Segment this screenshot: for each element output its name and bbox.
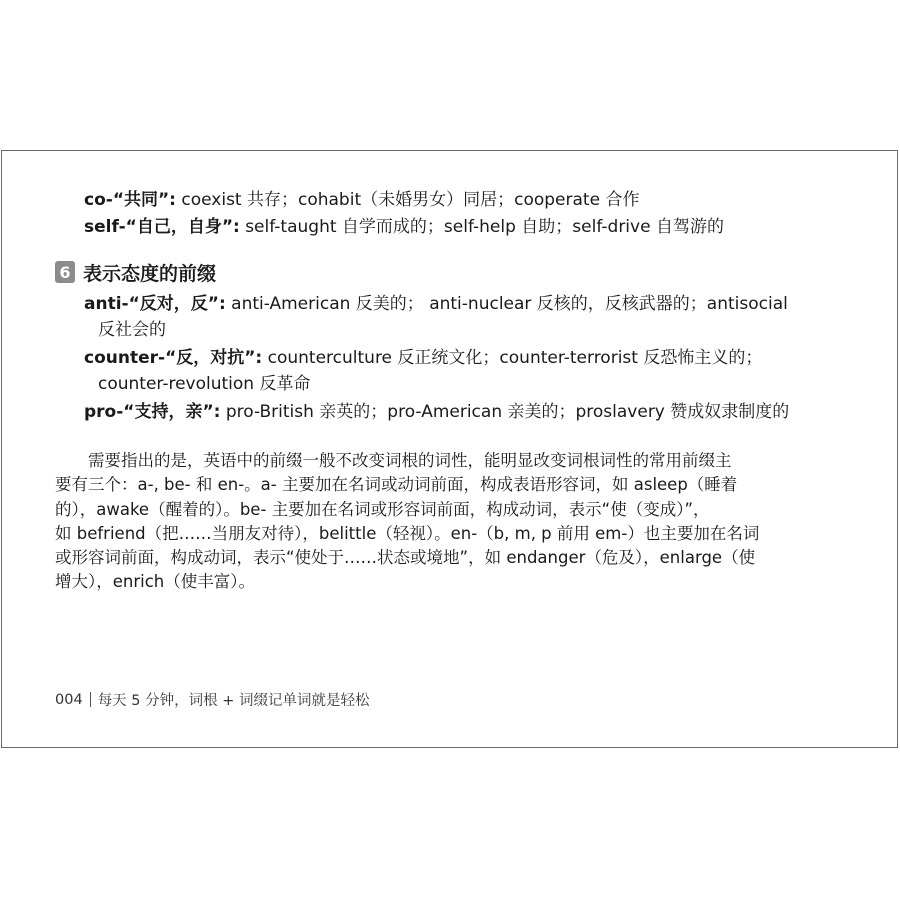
prefix-examples: pro-British 亲英的；pro-American 亲美的；proslavery 赞成奴隶制度的 [225, 402, 790, 422]
prefix-entry-pro [84, 399, 814, 425]
prefix-examples: coexist 共存；cohabit（未婚男女）同居；cooperate 合作 [181, 190, 640, 210]
explanation-paragraph [55, 449, 810, 595]
paragraph-line: 要有三个：a-, be- 和 en-。a- 主要加在名词或动词前面，构成表语形容词，如 asleep（睡着 [55, 475, 738, 495]
prefix-entry-co [84, 187, 814, 213]
prefix-term: anti- [84, 294, 129, 314]
prefix-term: co- [84, 190, 113, 210]
book-page [1, 150, 898, 748]
prefix-term: pro- [84, 402, 124, 422]
book-title: 每天 5 分钟，词根 + 词缀记单词就是轻松 [97, 693, 370, 709]
prefix-entry-anti [84, 291, 814, 343]
prefix-examples-continued: 反社会的 [98, 320, 166, 340]
prefix-entry-self [84, 214, 814, 240]
prefix-gloss: “共同”: [112, 190, 176, 210]
prefix-gloss: “支持，亲”: [123, 402, 221, 422]
paragraph-line: 或形容词前面，构成动词，表示“使处于……状态或境地”，如 endanger（危及），enlarge（使 [55, 548, 756, 568]
prefix-examples: self-taught 自学而成的；self-help 自助；self-drive 自驾游的 [245, 217, 724, 237]
prefix-examples: counterculture 反正统文化；counter-terrorist 反恐怖主义的； [267, 348, 763, 368]
prefix-term: counter- [84, 348, 166, 368]
paragraph-line: 如 befriend（把……当朋友对待），belittle（轻视）。en-（b, m, p 前用 em-）也主要加在名词 [55, 523, 760, 543]
prefix-gloss: “反，对抗”: [165, 348, 263, 368]
section-heading [55, 259, 216, 285]
page-footer [55, 689, 370, 710]
section-number-badge: 6 [55, 261, 75, 283]
prefix-examples-continued: counter-revolution 反革命 [98, 374, 311, 394]
page-number: 004 [55, 691, 83, 708]
prefix-gloss: “自己，自身”: [125, 217, 240, 237]
footer-divider [90, 692, 91, 707]
prefix-gloss: “反对，反”: [128, 294, 226, 314]
prefix-entry-counter [84, 345, 814, 397]
paragraph-line: 的），awake（醒着的）。be- 主要加在名词或形容词前面，构成动词，表示“使（变成）”， [55, 499, 710, 519]
prefix-examples: anti-American 反美的； anti-nuclear 反核的，反核武器的；antisocial [231, 294, 788, 314]
paragraph-line: 增大），enrich（使丰富）。 [55, 572, 256, 592]
paragraph-line: 需要指出的是，英语中的前缀一般不改变词根的词性，能明显改变词根词性的常用前缀主 [55, 451, 732, 470]
prefix-term: self- [84, 217, 126, 237]
section-title: 表示态度的前缀 [83, 262, 217, 285]
